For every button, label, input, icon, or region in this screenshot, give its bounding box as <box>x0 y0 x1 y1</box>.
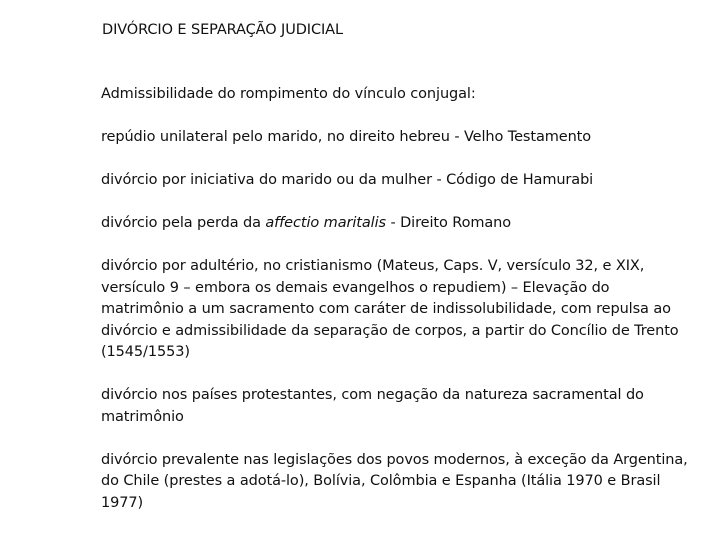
slide-title: DIVÓRCIO E SEPARAÇÃO JUDICIAL <box>102 22 343 38</box>
item-roman-law-after: - Direito Romano <box>385 215 512 231</box>
item-hammurabi-code: divórcio por iniciativa do marido ou da mulher - Código de Hamurabi <box>101 172 594 188</box>
intro-text: Admissibilidade do rompimento do vínculo conjugal: <box>101 86 476 102</box>
item-hebrew-law: repúdio unilateral pelo marido, no direito hebreu - Velho Testamento <box>101 129 592 145</box>
item-roman-law-italic: affectio maritalis <box>265 215 386 231</box>
item-modern-legislation: divórcio prevalente nas legislações dos povos modernos, à exceção da Argentina, do Chile (prestes a adotá-lo), Bolívia, Colômbia e Espanha (Itália 1970 e Brasil 1977) <box>101 451 688 511</box>
item-protestant-countries: divórcio nos países protestantes, com negação da natureza sacramental do matrimônio <box>101 387 644 425</box>
item-roman-law-before: divórcio pela perda da <box>101 215 266 231</box>
item-christianity: divórcio por adultério, no cristianismo (Mateus, Caps. V, versículo 32, e XIX, versículo 9 – embora os demais evangelhos o repudiem) – Elevação do matrimônio a um sacramento com caráter de indissolubilidade, com repulsa ao divórcio e admissibilidade da separação de corpos, a partir do Concílio de Trento (1545/1553) <box>101 258 679 360</box>
item-roman-law <box>101 213 691 235</box>
slide-body <box>101 84 691 536</box>
